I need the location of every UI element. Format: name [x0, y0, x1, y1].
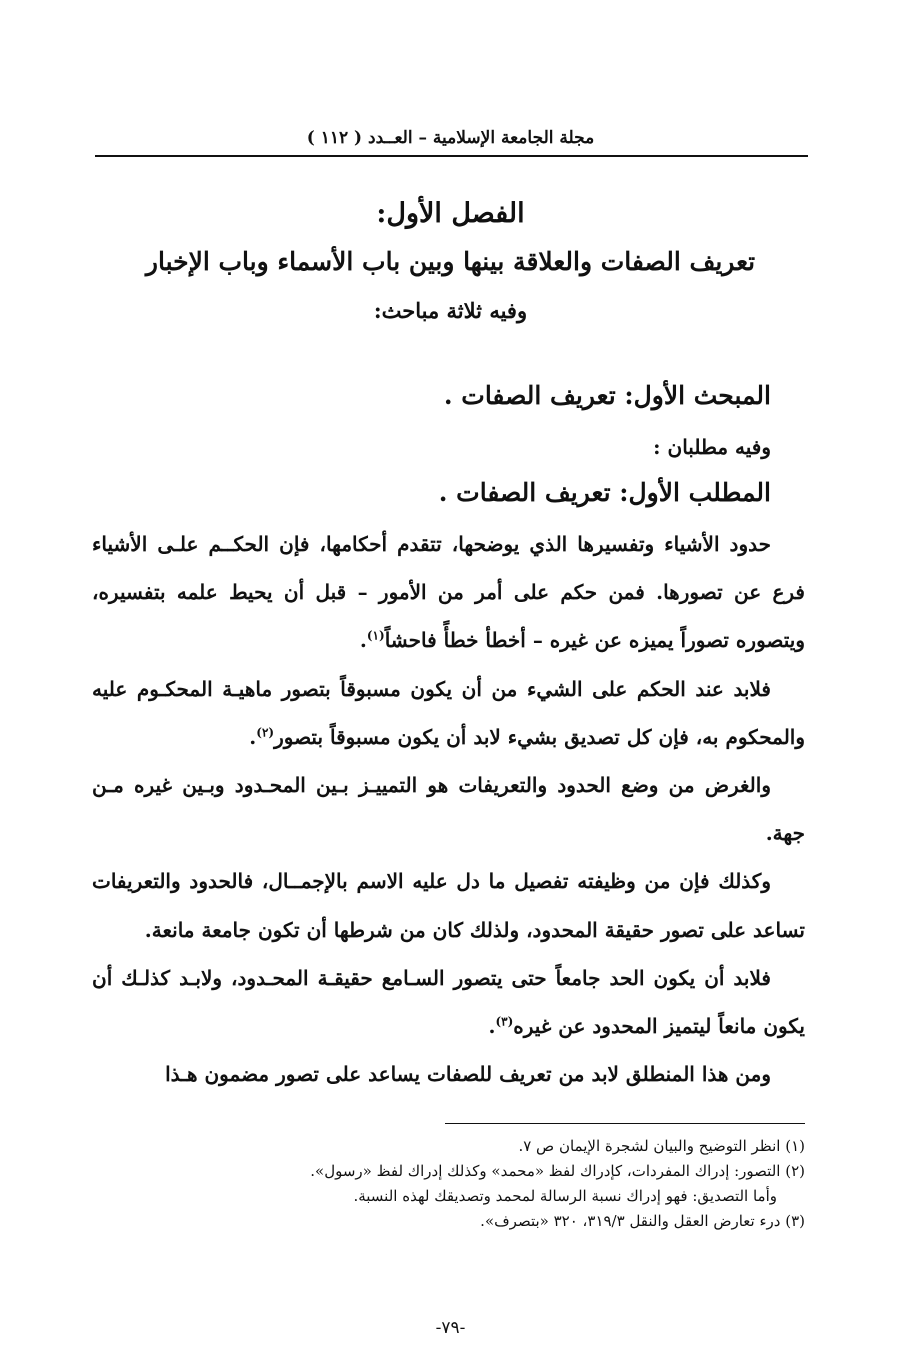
chapter-title: الفصل الأول:	[376, 198, 525, 229]
paragraph-end: .	[249, 724, 257, 749]
footnote: (٢) التصور: إدراك المفردات، كإدراك لفظ «محمد» وكذلك إدراك لفظ «رسول».	[310, 1162, 805, 1180]
paragraph-end: .	[488, 1014, 496, 1039]
paragraph-text: فلابد عند الحكم على الشيء من أن يكون مسبوقاً بتصور ماهيـة المحكـوم عليه والمحكوم به، فإن كل تصديق بشيء لابد أن يكون مسبوقاً بتصور	[92, 676, 805, 749]
section-heading: المبحث الأول: تعريف الصفات .	[443, 381, 771, 410]
chapter-subtitle: تعريف الصفات والعلاقة بينها وبين باب الأسماء وباب الإخبار	[145, 247, 756, 276]
paragraph	[92, 1050, 805, 1098]
footnote-ref: (١)	[366, 628, 385, 643]
paragraph	[92, 520, 805, 665]
footnote-ref: (٣)	[495, 1014, 514, 1029]
running-header: مجلة الجامعة الإسلامية – العــدد ( ١١٢ )	[306, 128, 595, 148]
paragraph-text: حدود الأشياء وتفسيرها الذي يوضحها، تتقدم أحكامها، فإن الحكــم علـى الأشياء فرع عن تصورها. فمن حكم على أمر من الأمور – قبل أن يحيط علمه بتفسيره، ويتصوره تصوراً يميزه عن غيره – أخطأ خطأً فاحشاً	[92, 532, 805, 653]
footnote-rule	[445, 1123, 805, 1124]
paragraph	[92, 954, 805, 1050]
footnote-ref: (٢)	[256, 725, 275, 740]
page-number: -٧٩-	[435, 1318, 466, 1338]
section-note: وفيه مطلبان :	[653, 435, 771, 459]
footnotes	[92, 1134, 805, 1234]
footnote-continuation: وأما التصديق: فهو إدراك نسبة الرسالة لمحمد وتصديقك لهذه النسبة.	[353, 1187, 777, 1205]
footnote: (١) انظر التوضيح والبيان لشجرة الإيمان ص ٧.	[518, 1137, 805, 1155]
paragraph-text: والغرض من وضع الحدود والتعريفات هو التمييـز بـين المحـدود وبـين غيره مـن جهة.	[92, 773, 805, 846]
paragraph	[92, 761, 805, 857]
footnote: (٣) درء تعارض العقل والنقل ٣١٩/٣، ٣٢٠ «بتصرف».	[480, 1212, 805, 1230]
subsection-heading: المطلب الأول: تعريف الصفات .	[438, 478, 771, 507]
paragraph-text: فلابد أن يكون الحد جامعاً حتى يتصور السـامع حقيقـة المحـدود، ولابـد كذلـك أن يكون مانعاً ليتميز المحدود عن غيره	[92, 965, 805, 1039]
chapter-note: وفيه ثلاثة مباحث:	[373, 298, 528, 323]
paragraph-text: ومن هذا المنطلق لابد من تعريف للصفات يساعد على تصور مضمون هـذا	[165, 1062, 771, 1087]
paragraph	[92, 857, 805, 953]
body-text	[92, 520, 805, 1098]
paragraph	[92, 665, 805, 761]
paragraph-end: .	[359, 628, 367, 653]
header-rule	[95, 155, 808, 157]
paragraph-text: وكذلك فإن من وظيفته تفصيل ما دل عليه الاسم بالإجمــال، فالحدود والتعريفات تساعد على تصور حقيقة المحدود، ولذلك كان من شرطها أن تكون جامعة مانعة.	[92, 869, 805, 942]
